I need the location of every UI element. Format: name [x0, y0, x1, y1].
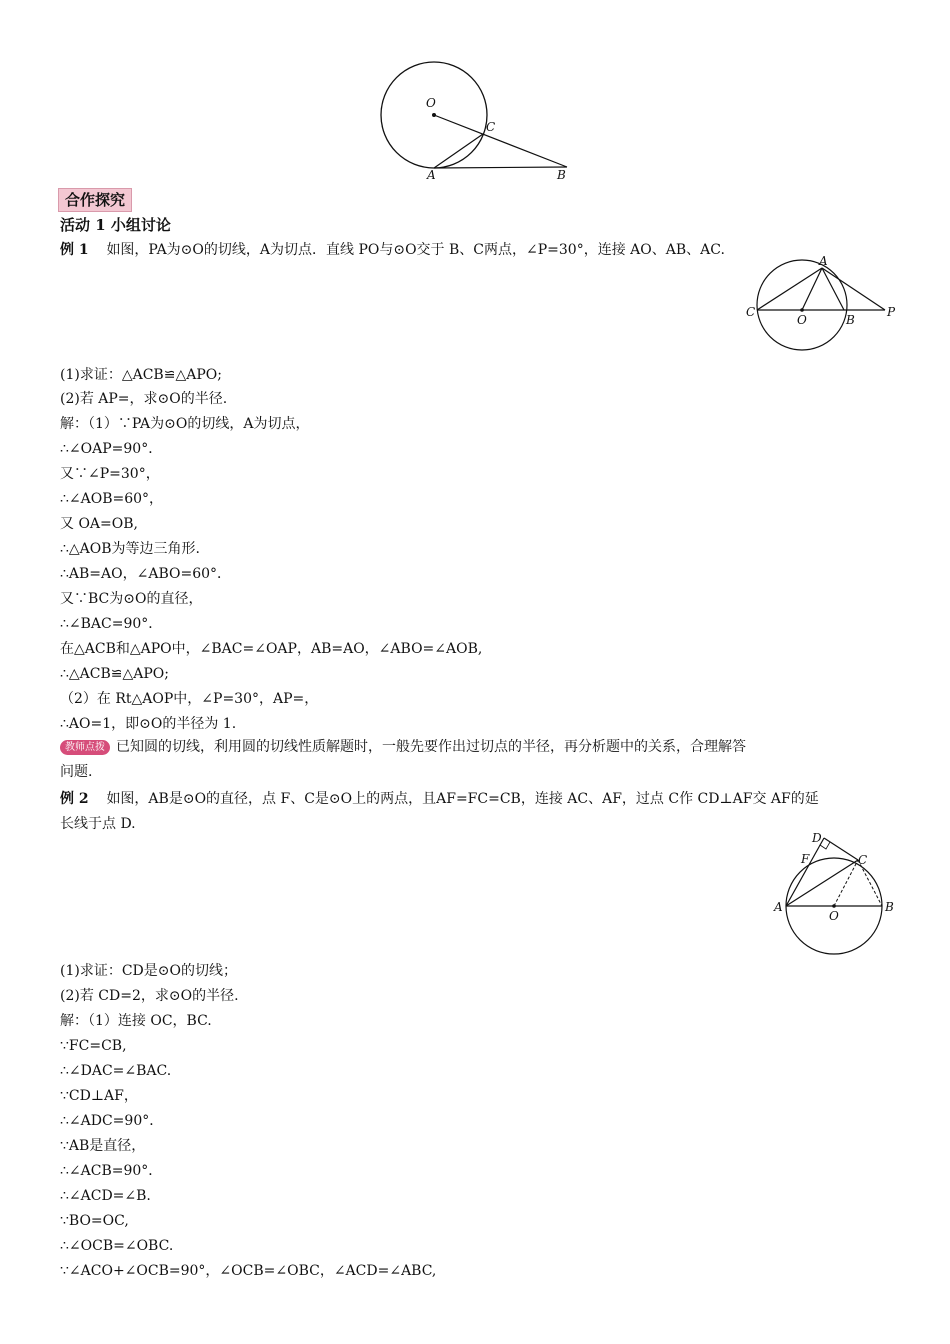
- ex2-line-12: ∴∠OCB=∠OBC.: [60, 1238, 174, 1254]
- example1-label: 例 1: [60, 242, 89, 258]
- example1-figure: [740, 254, 910, 358]
- ex1-line-7: 又 OA=OB,: [60, 516, 138, 532]
- ex2-line-2: (2)若 CD=2，求⊙O的半径.: [60, 988, 239, 1004]
- ex1-circle: [757, 260, 847, 350]
- ex2-label-C: C: [858, 853, 868, 867]
- example1-text: 如图，PA为⊙O的切线，A为切点．直线 PO与⊙O交于 B、C两点，∠P=30°，连接 AO、AB、AC.: [106, 242, 725, 258]
- ex2-line-1: (1)求证：CD是⊙O的切线；: [60, 963, 237, 979]
- example1-statement: [60, 241, 725, 259]
- ex2-label-O: O: [829, 909, 839, 923]
- ex1-label-A: A: [819, 254, 828, 268]
- center-dot: [432, 113, 436, 117]
- segment-AC: [434, 134, 483, 168]
- ex1-line-3: 解：（1）∵PA为⊙O的切线，A为切点，: [60, 416, 310, 432]
- ex1-label-C: C: [746, 305, 756, 319]
- segment-AB: [434, 167, 567, 168]
- ex1-line-2: (2)若 AP=，求⊙O的半径.: [60, 391, 228, 407]
- example2-text: 如图，AB是⊙O的直径，点 F、C是⊙O上的两点，且AF=FC=CB，连接 AC、AF，过点 C作 CD⊥AF交 AF的延: [106, 791, 819, 807]
- ex1-line-6: ∴∠AOB=60°，: [60, 491, 164, 507]
- ex2-line-OC: [834, 860, 858, 906]
- ex2-center-dot: [832, 904, 836, 908]
- activity-title: 活动 1 小组讨论: [60, 216, 171, 234]
- label-B: B: [557, 168, 566, 182]
- section-title: 合作探究: [58, 188, 132, 212]
- label-O: O: [426, 96, 436, 110]
- ex2-line-6: ∵CD⊥AF，: [60, 1088, 138, 1104]
- ex1-line-15: ∴AO=1，即⊙O的半径为 1.: [60, 716, 237, 732]
- teacher-tip: [60, 738, 746, 756]
- ex2-line-5: ∴∠DAC=∠BAC.: [60, 1063, 172, 1079]
- ex1-line-AP: [822, 268, 885, 310]
- ex2-line-AC: [786, 860, 858, 906]
- ex1-label-B: B: [846, 313, 855, 327]
- ex2-line-9: ∴∠ACB=90°．: [60, 1163, 163, 1179]
- ex2-line-10: ∴∠ACD=∠B.: [60, 1188, 151, 1204]
- ex1-line-4: ∴∠OAP=90°．: [60, 441, 163, 457]
- ex1-line-11: ∴∠BAC=90°．: [60, 616, 163, 632]
- segment-OB: [434, 115, 567, 167]
- ex1-line-5: 又∵∠P=30°，: [60, 466, 160, 482]
- ex2-line-11: ∵BO=OC,: [60, 1213, 129, 1229]
- top-figure: [370, 55, 590, 185]
- ex1-line-9: ∴AB=AO，∠ABO=60°．: [60, 566, 232, 582]
- ex2-line-13: ∵∠ACO+∠OCB=90°，∠OCB=∠OBC，∠ACD=∠ABC,: [60, 1263, 437, 1279]
- ex2-line-4: ∵FC=CB,: [60, 1038, 127, 1054]
- ex2-line-AD: [786, 838, 824, 906]
- teacher-tip-continued: 问题.: [60, 764, 93, 780]
- ex2-line-8: ∵AB是直径，: [60, 1138, 146, 1154]
- ex1-line-10: 又∵BC为⊙O的直径，: [60, 591, 203, 607]
- ex1-label-O: O: [797, 313, 807, 327]
- teacher-tip-badge: 教师点拨: [60, 740, 110, 755]
- label-A: A: [427, 168, 436, 182]
- ex2-label-F: F: [801, 852, 810, 866]
- example2-label: 例 2: [60, 791, 89, 807]
- ex1-line-14: （2）在 Rt△AOP中，∠P=30°，AP=，: [60, 691, 319, 707]
- ex1-line-8: ∴△AOB为等边三角形.: [60, 541, 200, 557]
- ex2-line-DC: [824, 838, 858, 860]
- ex1-label-P: P: [887, 305, 896, 319]
- ex1-line-12: 在△ACB和△APO中，∠BAC=∠OAP，AB=AO，∠ABO=∠AOB,: [60, 641, 483, 657]
- example2-statement: [60, 790, 819, 808]
- ex1-line-13: ∴△ACB≌△APO;: [60, 666, 170, 682]
- ex1-line-1: (1)求证：△ACB≌△APO;: [60, 367, 222, 383]
- ex2-line-3: 解：（1）连接 OC，BC.: [60, 1013, 212, 1029]
- ex2-label-A: A: [774, 900, 783, 914]
- label-C: C: [486, 120, 496, 134]
- ex1-line-AB: [822, 268, 844, 310]
- ex2-line-7: ∴∠ADC=90°．: [60, 1113, 164, 1129]
- ex1-center-dot: [800, 308, 804, 312]
- ex2-label-D: D: [812, 831, 822, 845]
- example2-statement-continued: 长线于点 D.: [60, 816, 136, 832]
- teacher-tip-text: 已知圆的切线，利用圆的切线性质解题时，一般先要作出过切点的半径，再分析题中的关系，合理解答: [116, 739, 746, 755]
- ex2-label-B: B: [885, 900, 894, 914]
- example2-figure: [770, 830, 910, 955]
